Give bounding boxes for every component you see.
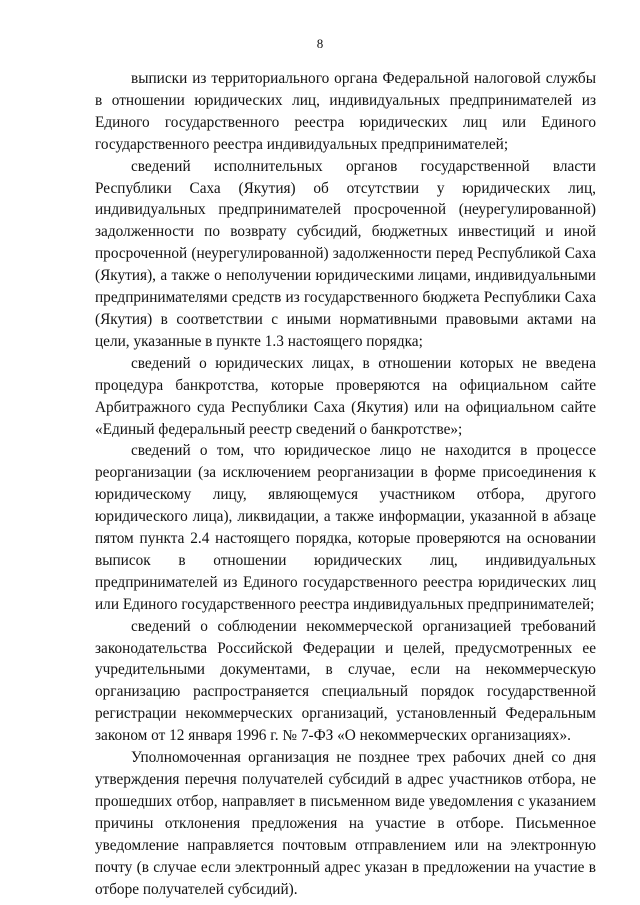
paragraph-tax-service-extract: выписки из территориального органа Федеральной налоговой службы в отношении юридических лиц, индивидуальных предпринимателей из Единого государственного реестра юридических лиц или Единого государственного реестра индивидуальных предпринимателей; <box>95 70 596 153</box>
paragraph-executive-bodies-info: сведений исполнительных органов государственной власти Республики Саха (Якутия) об отсутствии у юридических лиц, индивидуальных предпринимателей просроченной (неурегулированной) задолженности по возврату субсидий, бюджетных инвестиций и иной просроченной (неурегулированной) задолженности перед Республикой Саха (Якутия), а также о неполучении юридическими лицами, индивидуальными предпринимателями средств из государственного бюджета Республики Саха (Якутия) в соответствии с иными нормативными правовыми актами на цели, указанные в пункте 1.3 настоящего порядка; <box>95 157 596 350</box>
page-number: 8 <box>316 36 324 51</box>
paragraph-notification: Уполномоченная организация не позднее трех рабочих дней со дня утверждения перечня получателей субсидий в адрес участников отбора, не прошедших отбор, направляет в письменном виде уведомления с указанием причины отклонения предложения на участие в отборе. Письменное уведомление направляется почтовым отправлением или на электронную почту (в случае если электронный адрес указан в предложении на участие в отборе получателей субсидий). <box>95 749 596 898</box>
paragraph-bankruptcy-info: сведений о юридических лицах, в отношении которых не введена процедура банкротства, которые проверяются на официальном сайте Арбитражного суда Республики Саха (Якутия) или на официальном сайте «Единый федеральный реестр сведений о банкротстве»; <box>95 354 596 438</box>
paragraph-reorganization-info: сведений о том, что юридическое лицо не находится в процессе реорганизации (за исключением реорганизации в форме присоединения к юридическому лицу, являющемуся участником отбора, другого юридического лица), ликвидации, а также информации, указанной в абзаце пятом пункта 2.4 настоящего порядка, которые проверяются на основании выписок в отношении юридических лиц, индивидуальных предпринимателей из Единого государственного реестра юридических лиц или Единого государственного реестра индивидуальных предпринимателей; <box>95 442 596 613</box>
document-body <box>95 68 596 900</box>
paragraph-nonprofit-compliance: сведений о соблюдении некоммерческой организацией требований законодательства Российской Федерации и целей, предусмотренных ее учредительными документами, в случае, если на некоммерческую организацию распространяется специальный порядок государственной регистрации некоммерческих организаций, установленный Федеральным законом от 12 января 1996 г. № 7-ФЗ «О некоммерческих организациях». <box>95 617 596 745</box>
